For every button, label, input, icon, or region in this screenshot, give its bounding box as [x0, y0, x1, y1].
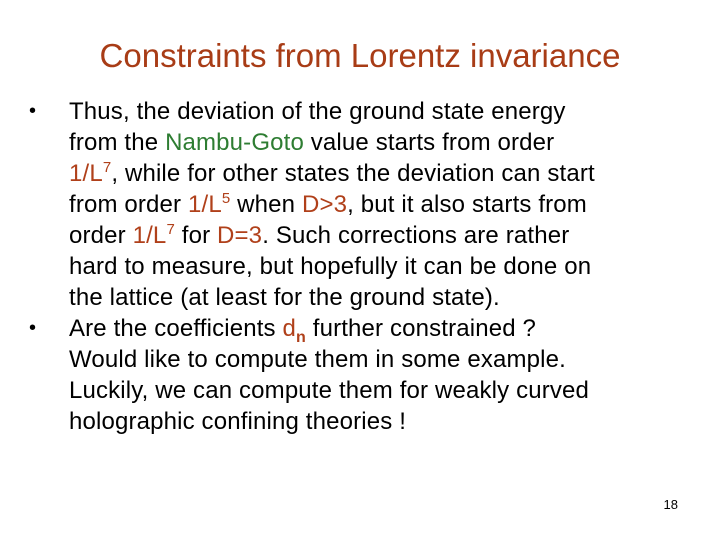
- term-nambu-goto: Nambu-Goto: [165, 129, 304, 156]
- term-order-1-l5: [188, 191, 230, 218]
- exponent: 5: [221, 190, 231, 207]
- bullet2-text: Are the coefficients: [69, 315, 283, 342]
- bullet1-line2: [69, 127, 694, 158]
- bullet2-text: further constrained ?: [305, 315, 537, 342]
- bullet1-line1: [69, 96, 694, 127]
- term-text: d: [282, 315, 296, 342]
- bullet-dot-icon: •: [29, 317, 37, 339]
- bullet1-line4: [69, 189, 694, 220]
- bullet2-text: Would like to compute them in some example.: [69, 346, 566, 373]
- exponent: 7: [102, 159, 112, 176]
- bullet-list: [24, 96, 694, 437]
- bullet1-text: value starts from order: [303, 129, 555, 156]
- page-number: 18: [663, 497, 678, 512]
- term-order-1-l7: [69, 160, 111, 187]
- bullet1-text: . Such corrections are rather: [262, 222, 570, 249]
- bullet1-line6: [69, 251, 694, 282]
- bullet2-text: Luckily, we can compute them for weakly curved: [69, 377, 590, 404]
- bullet1-line7: [69, 282, 694, 313]
- bullet2-line2: [69, 344, 694, 375]
- bullet2-text: holographic confining theories !: [69, 408, 407, 435]
- bullet1-text: the lattice (at least for the ground state).: [69, 284, 500, 311]
- bullet-dot-icon: •: [29, 100, 37, 122]
- term-text: 1/L: [188, 191, 222, 218]
- bullet1-text: hard to measure, but hopefully it can be done on: [69, 253, 592, 280]
- term-order-1-l7: [133, 222, 175, 249]
- bullet-coefficients-question: [24, 313, 694, 437]
- term-text: 1/L: [69, 160, 103, 187]
- bullet1-text: , while for other states the deviation can start: [111, 160, 595, 187]
- bullet1-line3: [69, 158, 694, 189]
- term-coefficient-dn: [282, 315, 306, 346]
- bullet2-line4: [69, 406, 694, 437]
- bullet1-text: , but it also starts from: [347, 191, 587, 218]
- bullet1-text: from the: [69, 129, 166, 156]
- term-text: 1/L: [132, 222, 167, 249]
- bullet-lorentz-deviation: [24, 96, 694, 313]
- bullet1-text: order: [69, 222, 133, 249]
- slide-title: Constraints from Lorentz invariance: [99, 37, 621, 74]
- bullet1-text: for: [174, 222, 218, 249]
- bullet2-line1: [69, 313, 694, 344]
- term-d-equals-3: D=3: [217, 222, 263, 249]
- bullet1-text: Thus, the deviation of the ground state energy: [69, 98, 566, 125]
- bullet2-line3: [69, 375, 694, 406]
- bullet1-line5: [69, 220, 694, 251]
- bullet1-text: from order: [69, 191, 189, 218]
- subscript: n: [296, 329, 306, 346]
- bullet1-text: when: [230, 191, 302, 218]
- exponent: 7: [166, 221, 175, 238]
- term-d-greater-3: D>3: [301, 191, 348, 218]
